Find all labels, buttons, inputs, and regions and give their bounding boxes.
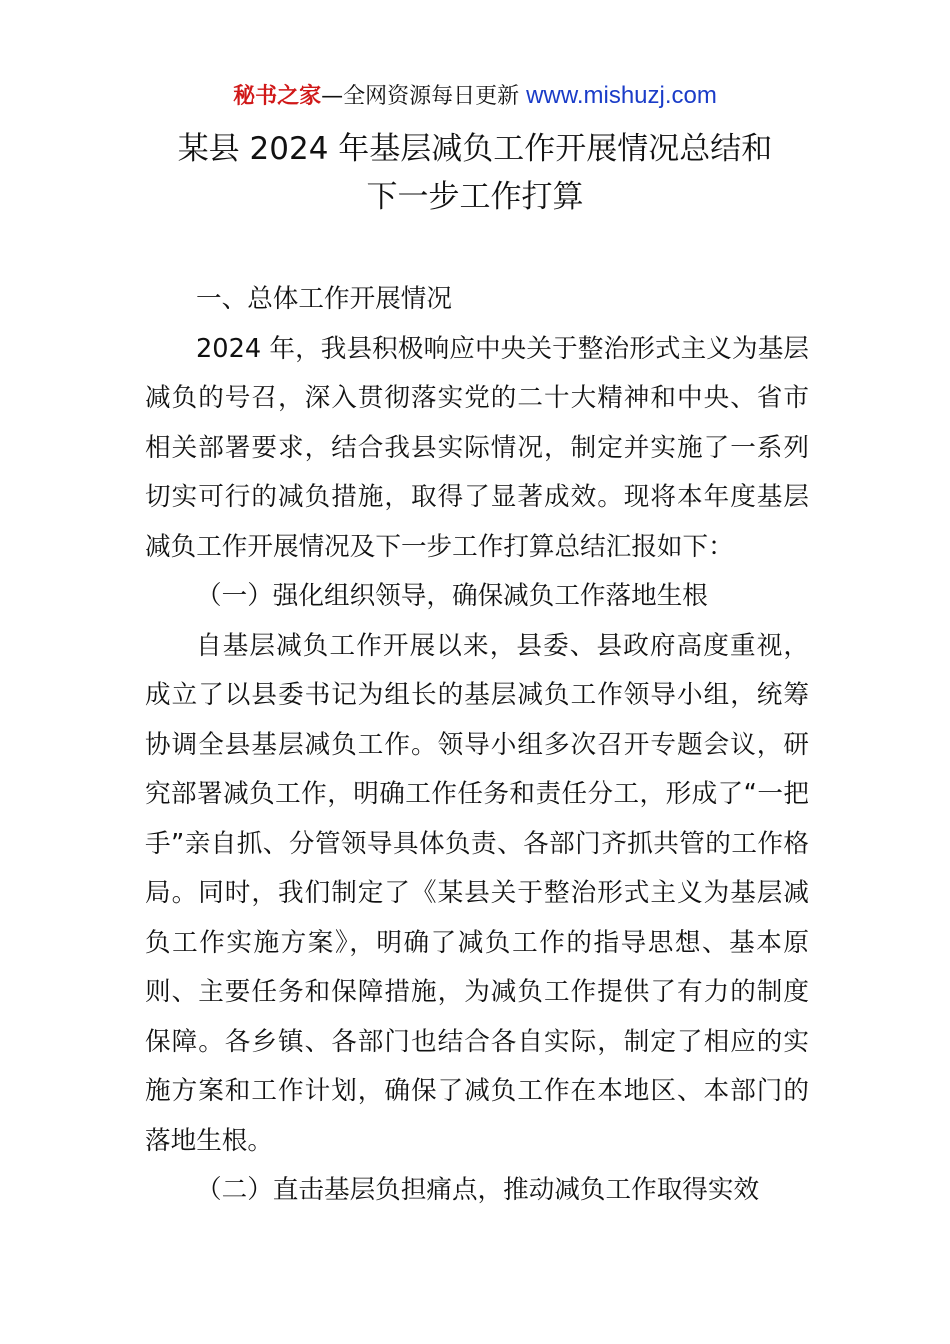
intro-paragraph: 2024 年，我县积极响应中央关于整治形式主义为基层减负的号召，深入贯彻落实党的二十大精神和中央、省市相关部署要求，结合我县实际情况，制定并实施了一系列切实可行的减负措施，取得了显著成效。现将本年度基层减负工作开展情况及下一步工作打算总结汇报如下： bbox=[145, 333, 809, 562]
subsection-1-paragraph: 自基层减负工作开展以来，县委、县政府高度重视，成立了以县委书记为组长的基层减负工作领导小组，统筹协调全县基层减负工作。领导小组多次召开专题会议，研究部署减负工作，明确工作任务和责任分工，形成了“一把手”亲自抓、分管领导具体负责、各部门齐抓共管的工作格局。同时，我们制定了《某县关于整治形式主义为基层减负工作实施方案》，明确了减负工作的指导思想、基本原则、主要任务和保障措施，为减负工作提供了有力的制度保障。各乡镇、各部门也结合各自实际，制定了相应的实施方案和工作计划，确保了减负工作在本地区、本部门的落地生根。 bbox=[145, 630, 809, 1156]
document-title-line-1: 某县 2024 年基层减负工作开展情况总结和 bbox=[177, 131, 773, 167]
document-title-line-2: 下一步工作打算 bbox=[366, 179, 584, 215]
site-url-link[interactable]: www.mishuzj.com bbox=[526, 82, 717, 109]
subsection-2-heading: （二）直击基层负担痛点，推动减负工作取得实效 bbox=[196, 1175, 760, 1205]
site-tagline: —全网资源每日更新 bbox=[321, 84, 527, 109]
subsection-1-heading: （一）强化组织领导，确保减负工作落地生根 bbox=[196, 581, 708, 611]
document-body bbox=[145, 275, 809, 1216]
section-1-heading: 一、总体工作开展情况 bbox=[196, 284, 452, 314]
site-brand: 秘书之家 bbox=[233, 84, 322, 109]
site-header bbox=[0, 80, 950, 113]
